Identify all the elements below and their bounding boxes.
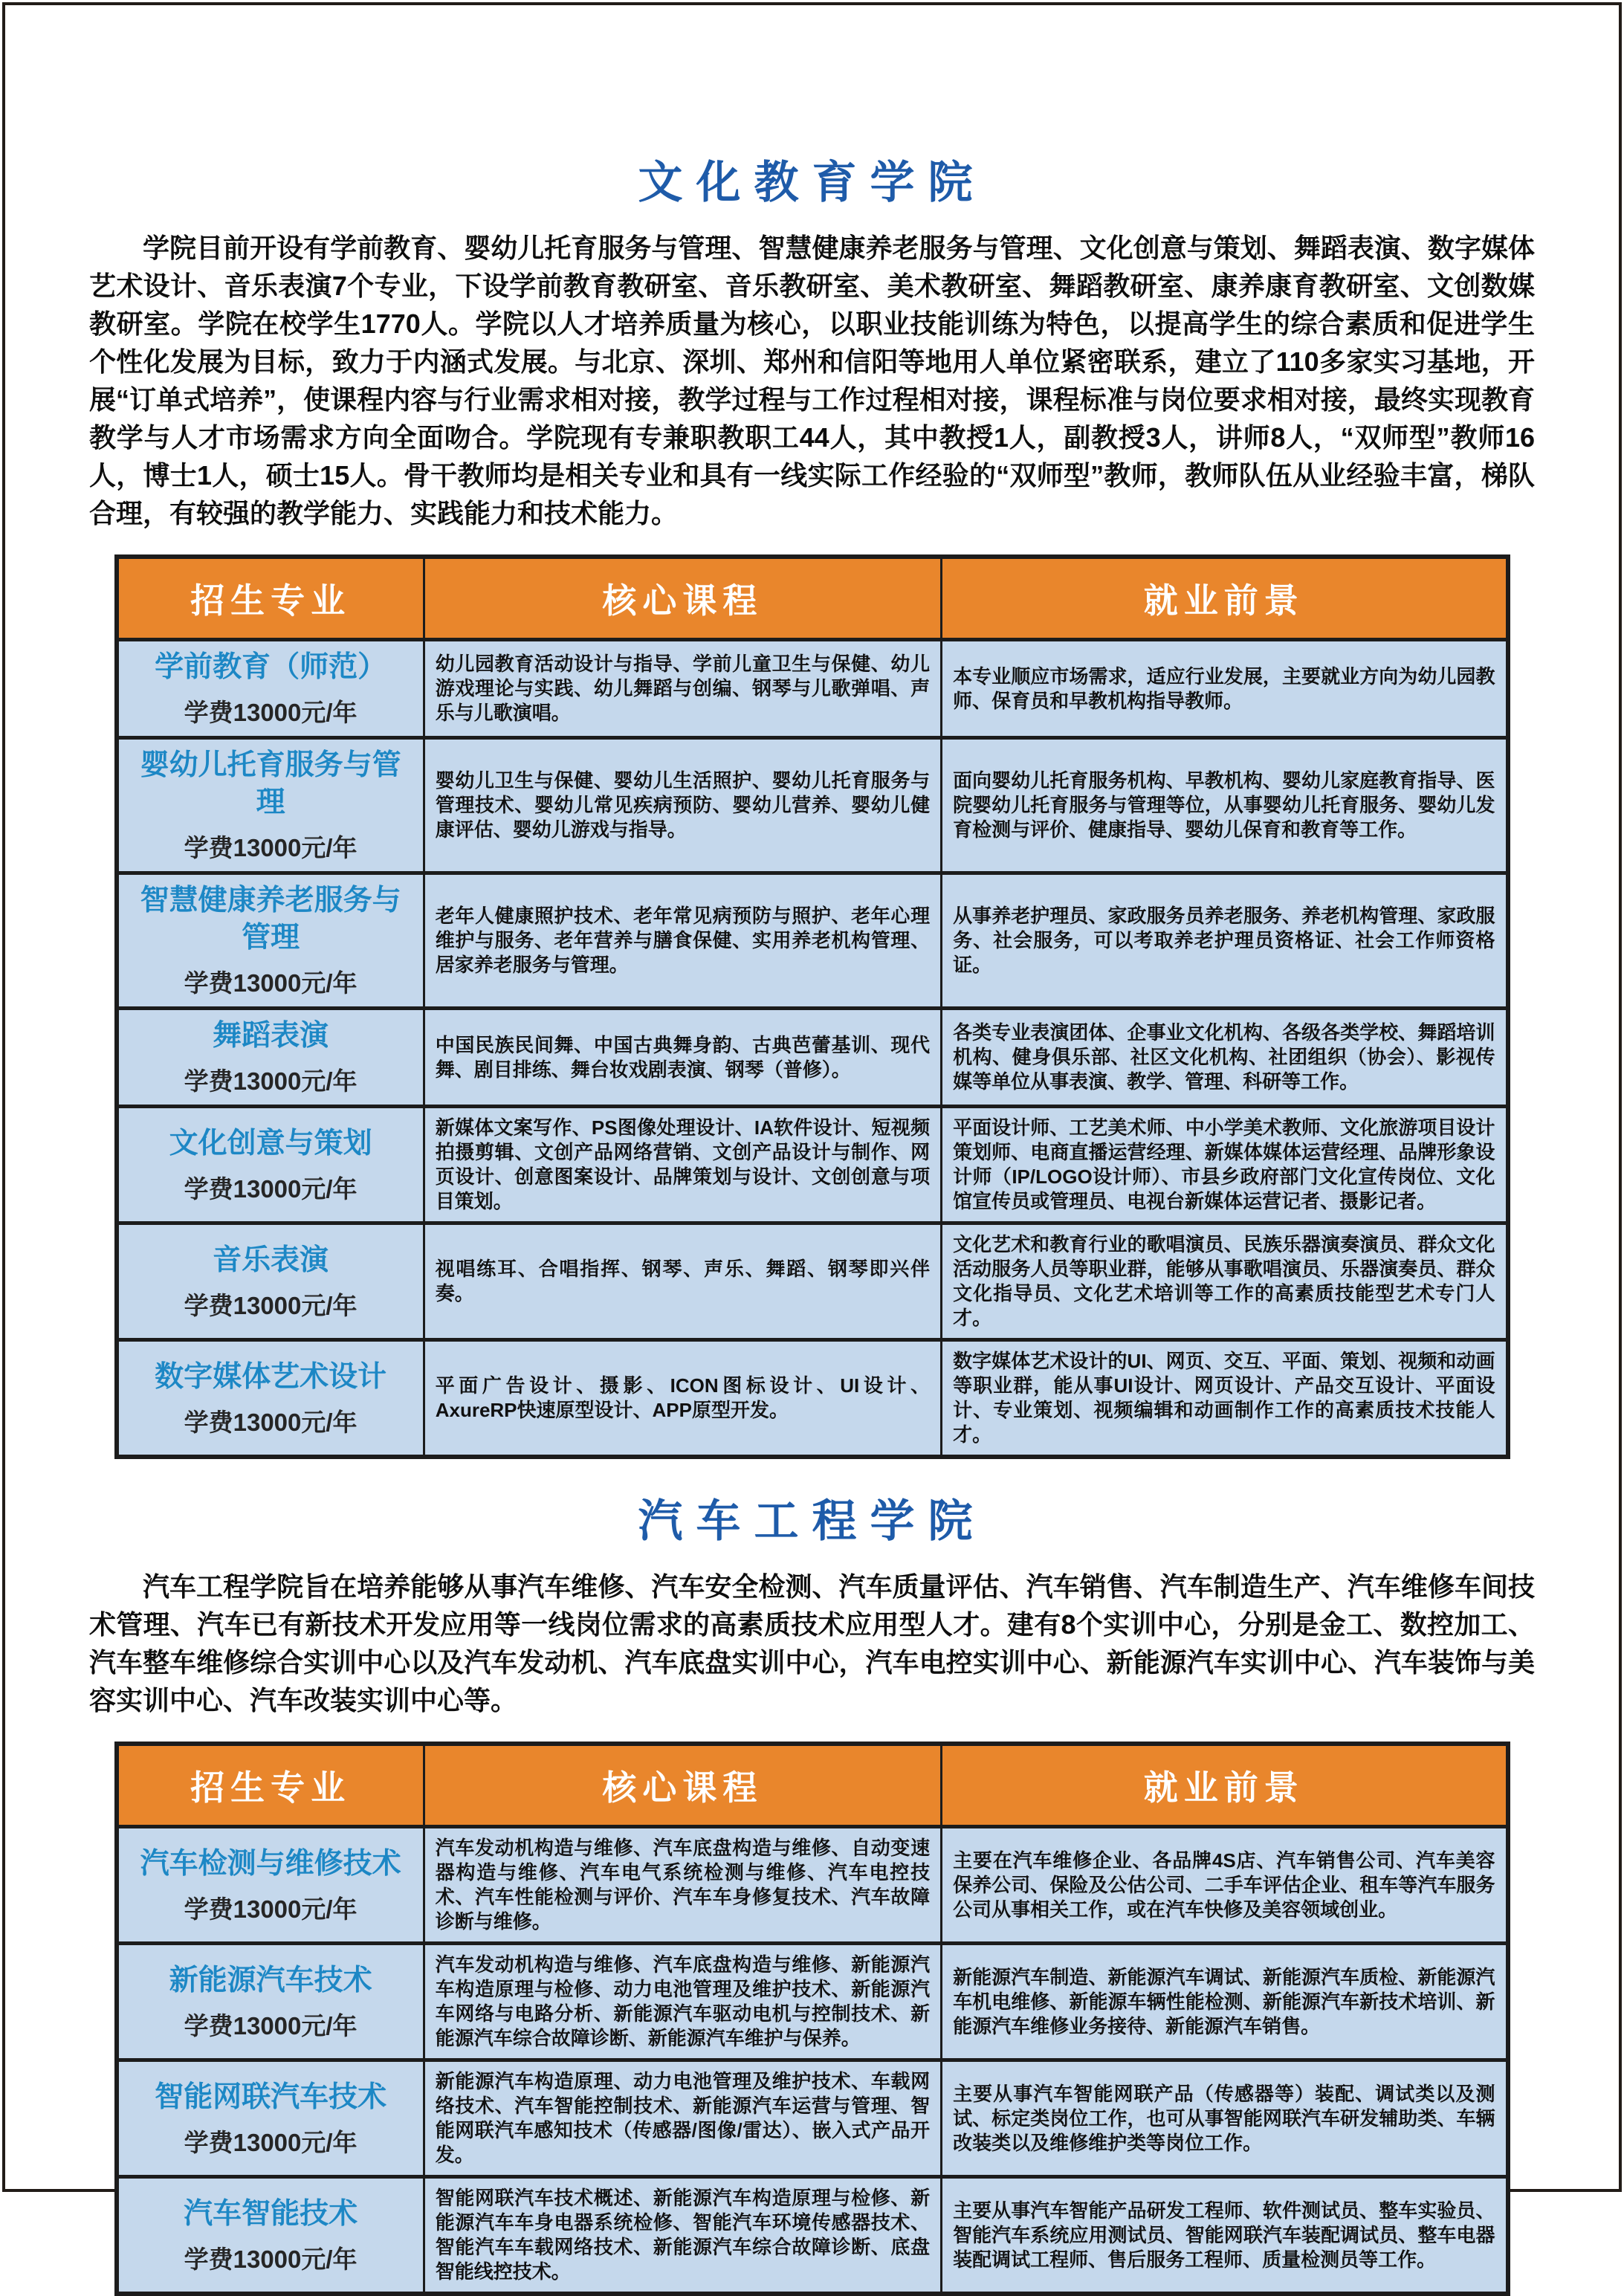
table-body bbox=[117, 1827, 1508, 2295]
header-courses: 核心课程 bbox=[424, 1744, 941, 1827]
major-fee: 学费13000元/年 bbox=[184, 834, 358, 861]
courses-cell: 智能网联汽车技术概述、新能源汽车构造原理与检修、新能源汽车车身电器系统检修、智能汽车环境传感器技术、智能汽车车载网络技术、新能源汽车综合故障诊断、底盘智能线控技术。 bbox=[424, 2177, 941, 2295]
section-title: 汽车工程学院 bbox=[638, 1496, 986, 1546]
courses-cell: 新能源汽车构造原理、动力电池管理及维护技术、车载网络技术、汽车智能控制技术、新能源汽车运营与管理、智能网联汽车感知技术（传感器/图像/雷达）、嵌入式产品开发。 bbox=[424, 2060, 941, 2177]
table-head bbox=[117, 557, 1508, 640]
major-fee: 学费13000元/年 bbox=[184, 1408, 358, 1436]
prospects-cell: 面向婴幼儿托育服务机构、早教机构、婴幼儿家庭教育指导、医院婴幼儿托育服务与管理等位，从事婴幼儿托育服务、婴幼儿发育检测与评价、健康指导、婴幼儿保育和教育等工作。 bbox=[942, 738, 1508, 873]
major-fee: 学费13000元/年 bbox=[184, 1174, 358, 1203]
prospects-cell: 文化艺术和教育行业的歌唱演员、民族乐器演奏演员、群众文化活动服务人员等职业群，能够从事歌唱演员、乐器演奏员、群众文化指导员、文化艺术培训等工作的高素质技能型艺术专门人才。 bbox=[942, 1223, 1508, 1340]
courses-cell: 视唱练耳、合唱指挥、钢琴、声乐、舞蹈、钢琴即兴伴奏。 bbox=[424, 1223, 941, 1340]
table-row bbox=[117, 2177, 1508, 2295]
major-cell bbox=[117, 1223, 424, 1340]
header-major: 招生专业 bbox=[117, 1744, 424, 1827]
major-cell bbox=[117, 2060, 424, 2177]
prospects-cell: 数字媒体艺术设计的UI、网页、交互、平面、策划、视频和动画等职业群，能从事UI设计、网页设计、产品交互设计、平面设计、专业策划、视频编辑和动画制作工作的高素质技术技能人才。 bbox=[942, 1340, 1508, 1458]
courses-cell: 中国民族民间舞、中国古典舞身韵、古典芭蕾基训、现代舞、剧目排练、舞台妆戏剧表演、钢琴（普修）。 bbox=[424, 1009, 941, 1107]
courses-cell: 婴幼儿卫生与保健、婴幼儿生活照护、婴幼儿托育服务与管理技术、婴幼儿常见疾病预防、婴幼儿营养、婴幼儿健康评估、婴幼儿游戏与指导。 bbox=[424, 738, 941, 873]
major-name: 舞蹈表演 bbox=[213, 1020, 329, 1052]
major-fee: 学费13000元/年 bbox=[184, 1067, 358, 1095]
prospects-cell: 平面设计师、工艺美术师、中小学美术教师、文化旅游项目设计策划师、电商直播运营经理、新媒体媒体运营经理、品牌形象设计师（IP/LOGO设计师）、市县乡政府部门文化宣传岗位、文化馆宣传员或管理员、电视台新媒体运营记者、摄影记者。 bbox=[942, 1107, 1508, 1223]
major-fee: 学费13000元/年 bbox=[184, 969, 358, 997]
majors-table bbox=[114, 1742, 1510, 2296]
section-culture-education bbox=[89, 156, 1535, 1459]
header-prospects: 就业前景 bbox=[942, 557, 1508, 640]
major-name: 新能源汽车技术 bbox=[169, 1964, 372, 1996]
prospects-cell: 主要从事汽车智能产品研发工程师、软件测试员、整车实验员、智能汽车系统应用测试员、智能网联汽车装配调试员、整车电器装配调试工程师、售后服务工程师、质量检测员等工作。 bbox=[942, 2177, 1508, 2295]
major-cell bbox=[117, 738, 424, 873]
table-row bbox=[117, 738, 1508, 873]
major-name: 文化创意与策划 bbox=[169, 1127, 372, 1160]
major-fee: 学费13000元/年 bbox=[184, 2128, 358, 2156]
major-fee: 学费13000元/年 bbox=[184, 2245, 358, 2273]
major-name: 智能网联汽车技术 bbox=[155, 2080, 387, 2113]
major-cell bbox=[117, 1107, 424, 1223]
header-row bbox=[117, 557, 1508, 640]
table-row bbox=[117, 640, 1508, 738]
prospects-cell: 主要从事汽车智能网联产品（传感器等）装配、调试类以及测试、标定类岗位工作，也可从事智能网联汽车研发辅助类、车辆改装类以及维修维护类等岗位工作。 bbox=[942, 2060, 1508, 2177]
table-row bbox=[117, 1009, 1508, 1107]
major-cell bbox=[117, 1340, 424, 1458]
major-name: 婴幼儿托育服务与管理 bbox=[140, 749, 401, 818]
courses-cell: 汽车发动机构造与维修、汽车底盘构造与维修、新能源汽车构造原理与检修、动力电池管理及维护技术、新能源汽车网络与电路分析、新能源汽车驱动电机与控制技术、新能源汽车综合故障诊断、新能源汽车维护与保养。 bbox=[424, 1944, 941, 2060]
header-major: 招生专业 bbox=[117, 557, 424, 640]
major-fee: 学费13000元/年 bbox=[184, 2011, 358, 2040]
section-intro: 学院目前开设有学前教育、婴幼儿托育服务与管理、智慧健康养老服务与管理、文化创意与策划、舞蹈表演、数字媒体艺术设计、音乐表演7个专业，下设学前教育教研室、音乐教研室、美术教研室、舞蹈教研室、康养康育教研室、文创数媒教研室。学院在校学生1770人。学院以人才培养质量为核心，以职业技能训练为特色，以提高学生的综合素质和促进学生个性化发展为目标，致力于内涵式发展。与北京、深圳、郑州和信阳等地用人单位紧密联系，建立了110多家实习基地，开展“订单式培养”，使课程内容与行业需求相对接，教学过程与工作过程相对接，课程标准与岗位要求相对接，最终实现教育教学与人才市场需求方向全面吻合。学院现有专兼职教职工44人，其中教授1人，副教授3人，讲师8人，“双师型”教师16人，博士1人，硕士15人。骨干教师均是相关专业和具有一线实际工作经验的“双师型”教师，教师队伍从业经验丰富，梯队合理，有较强的教学能力、实践能力和技术能力。 bbox=[89, 233, 1535, 528]
major-cell bbox=[117, 1827, 424, 1944]
courses-cell: 老年人健康照护技术、老年常见病预防与照护、老年心理维护与服务、老年营养与膳食保健、实用养老机构管理、居家养老服务与管理。 bbox=[424, 873, 941, 1009]
major-name: 汽车检测与维修技术 bbox=[140, 1847, 401, 1880]
major-cell bbox=[117, 640, 424, 738]
table-row bbox=[117, 1340, 1508, 1458]
major-fee: 学费13000元/年 bbox=[184, 1291, 358, 1319]
table-row bbox=[117, 873, 1508, 1009]
table-row bbox=[117, 1107, 1508, 1223]
major-cell bbox=[117, 1009, 424, 1107]
prospects-cell: 本专业顺应市场需求，适应行业发展，主要就业方向为幼儿园教师、保育员和早教机构指导教师。 bbox=[942, 640, 1508, 738]
prospects-cell: 从事养老护理员、家政服务员养老服务、养老机构管理、家政服务、社会服务，可以考取养老护理员资格证、社会工作师资格证。 bbox=[942, 873, 1508, 1009]
major-name: 智慧健康养老服务与管理 bbox=[140, 885, 401, 954]
courses-cell: 新媒体文案写作、PS图像处理设计、IA软件设计、短视频拍摄剪辑、文创产品网络营销、文创产品设计与制作、网页设计、创意图案设计、品牌策划与设计、文创创意与项目策划。 bbox=[424, 1107, 941, 1223]
table-head bbox=[117, 1744, 1508, 1827]
header-courses: 核心课程 bbox=[424, 557, 941, 640]
major-cell bbox=[117, 873, 424, 1009]
courses-cell: 幼儿园教育活动设计与指导、学前儿童卫生与保健、幼儿游戏理论与实践、幼儿舞蹈与创编、钢琴与儿歌弹唱、声乐与儿歌演唱。 bbox=[424, 640, 941, 738]
prospects-cell: 各类专业表演团体、企事业文化机构、各级各类学校、舞蹈培训机构、健身俱乐部、社区文化机构、社团组织（协会）、影视传媒等单位从事表演、教学、管理、科研等工作。 bbox=[942, 1009, 1508, 1107]
major-cell bbox=[117, 2177, 424, 2295]
header-row bbox=[117, 1744, 1508, 1827]
major-name: 学前教育（师范） bbox=[155, 651, 387, 683]
prospects-cell: 新能源汽车制造、新能源汽车调试、新能源汽车质检、新能源汽车机电维修、新能源车辆性能检测、新能源汽车新技术培训、新能源汽车维修业务接待、新能源汽车销售。 bbox=[942, 1944, 1508, 2060]
major-name: 汽车智能技术 bbox=[184, 2197, 358, 2230]
table-body bbox=[117, 640, 1508, 1458]
section-automotive-engineering bbox=[89, 1495, 1535, 2296]
section-intro: 汽车工程学院旨在培养能够从事汽车维修、汽车安全检测、汽车质量评估、汽车销售、汽车制造生产、汽车维修车间技术管理、汽车已有新技术开发应用等一线岗位需求的高素质技术应用型人才。建有8个实训中心，分别是金工、数控加工、汽车整车维修综合实训中心以及汽车发动机、汽车底盘实训中心，汽车电控实训中心、新能源汽车实训中心、汽车装饰与美容实训中心、汽车改装实训中心等。 bbox=[89, 1571, 1535, 1715]
header-prospects: 就业前景 bbox=[942, 1744, 1508, 1827]
section-title: 文化教育学院 bbox=[638, 158, 986, 207]
table-row bbox=[117, 1827, 1508, 1944]
majors-table bbox=[114, 554, 1510, 1459]
courses-cell: 平面广告设计、摄影、ICON图标设计、UI设计、AxureRP快速原型设计、APP原型开发。 bbox=[424, 1340, 941, 1458]
major-name: 音乐表演 bbox=[213, 1244, 329, 1276]
major-fee: 学费13000元/年 bbox=[184, 699, 358, 726]
major-fee: 学费13000元/年 bbox=[184, 1895, 358, 1923]
courses-cell: 汽车发动机构造与维修、汽车底盘构造与维修、自动变速器构造与维修、汽车电气系统检测与维修、汽车电控技术、汽车性能检测与评价、汽车车身修复技术、汽车故障诊断与维修。 bbox=[424, 1827, 941, 1944]
table-row bbox=[117, 1223, 1508, 1340]
table-row bbox=[117, 2060, 1508, 2177]
major-cell bbox=[117, 1944, 424, 2060]
major-name: 数字媒体艺术设计 bbox=[155, 1360, 387, 1393]
table-row bbox=[117, 1944, 1508, 2060]
prospects-cell: 主要在汽车维修企业、各品牌4S店、汽车销售公司、汽车美容保养公司、保险及公估公司、二手车评估企业、租车等汽车服务公司从事相关工作，或在汽车快修及美容领域创业。 bbox=[942, 1827, 1508, 1944]
